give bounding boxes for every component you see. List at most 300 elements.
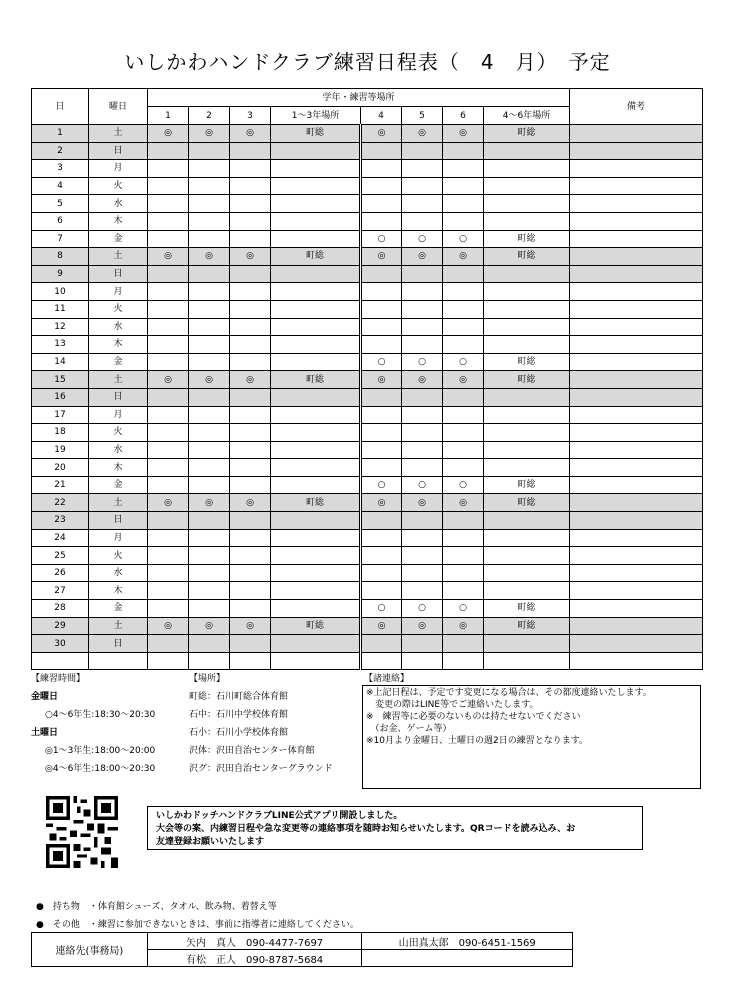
cell-weekday: 日 — [89, 142, 148, 160]
cell-notes — [570, 529, 703, 547]
cell-grade-2 — [189, 441, 230, 459]
cell-grade-4 — [361, 142, 402, 160]
cell-grade-6 — [443, 160, 484, 178]
cell-notes — [570, 547, 703, 565]
cell-notes — [570, 476, 703, 494]
contact-table — [31, 932, 573, 967]
cell-grade-3 — [230, 160, 271, 178]
cell-grade-6: ◎ — [443, 125, 484, 143]
cell-notes — [570, 441, 703, 459]
cell-location-4-6 — [484, 195, 570, 213]
cell-location-4-6 — [484, 529, 570, 547]
cell-location-1-3 — [271, 652, 361, 670]
place-5: 沢グ：沢田自治センターグラウンド — [189, 764, 333, 774]
table-row — [32, 388, 703, 406]
cell-grade-6 — [443, 547, 484, 565]
cell-notes — [570, 424, 703, 442]
table-row — [32, 547, 703, 565]
cell-location-4-6 — [484, 424, 570, 442]
cell-weekday: 火 — [89, 177, 148, 195]
cell-weekday: 日 — [89, 265, 148, 283]
other-notes: ● その他 ・練習に参加できないときは、事前に指導者に連絡してください。 — [36, 920, 359, 930]
table-row — [32, 529, 703, 547]
cell-grade-3 — [230, 195, 271, 213]
cell-location-4-6 — [484, 652, 570, 670]
cell-location-1-3 — [271, 512, 361, 530]
table-row — [32, 125, 703, 143]
cell-grade-2: ◎ — [189, 125, 230, 143]
cell-grade-1 — [148, 300, 189, 318]
cell-grade-1 — [148, 318, 189, 336]
cell-grade-6 — [443, 441, 484, 459]
cell-grade-5: ◎ — [402, 494, 443, 512]
header-grade-2: 2 — [189, 107, 230, 125]
cell-day: 30 — [32, 635, 89, 653]
cell-grade-6 — [443, 512, 484, 530]
place-4: 沢体：沢田自治センター体育館 — [189, 746, 315, 756]
cell-weekday: 日 — [89, 512, 148, 530]
cell-grade-3 — [230, 564, 271, 582]
cell-grade-2 — [189, 388, 230, 406]
cell-grade-2 — [189, 652, 230, 670]
cell-location-4-6 — [484, 300, 570, 318]
cell-grade-1 — [148, 600, 189, 618]
cell-grade-3 — [230, 142, 271, 160]
bring-items: ● 持ち物 ・体育館シューズ、タオル、飲み物、着替え等 — [36, 902, 277, 912]
cell-grade-5 — [402, 529, 443, 547]
cell-grade-4: ◎ — [361, 494, 402, 512]
cell-day: 27 — [32, 582, 89, 600]
table-row — [32, 177, 703, 195]
cell-grade-5: ○ — [402, 600, 443, 618]
cell-location-4-6 — [484, 336, 570, 354]
cell-grade-6: ○ — [443, 476, 484, 494]
cell-day: 6 — [32, 212, 89, 230]
cell-location-4-6 — [484, 459, 570, 477]
cell-grade-4 — [361, 160, 402, 178]
cell-weekday: 火 — [89, 424, 148, 442]
cell-grade-4 — [361, 300, 402, 318]
table-row — [32, 195, 703, 213]
cell-grade-4 — [361, 564, 402, 582]
cell-grade-5 — [402, 195, 443, 213]
cell-location-1-3 — [271, 318, 361, 336]
cell-location-1-3 — [271, 160, 361, 178]
cell-grade-6: ○ — [443, 600, 484, 618]
cell-grade-3: ◎ — [230, 248, 271, 266]
cell-grade-5 — [402, 635, 443, 653]
cell-grade-3 — [230, 476, 271, 494]
table-row — [32, 300, 703, 318]
cell-grade-5: ◎ — [402, 125, 443, 143]
cell-grade-1: ◎ — [148, 125, 189, 143]
cell-notes — [570, 600, 703, 618]
page-title: いしかわハンドクラブ練習日程表（ 4 月） 予定 — [124, 50, 611, 74]
table-row — [32, 230, 703, 248]
cell-grade-4 — [361, 388, 402, 406]
cell-grade-2 — [189, 529, 230, 547]
saturday-time-1: ◎1～3年生:18:00～20:00 — [45, 746, 156, 756]
cell-grade-1 — [148, 283, 189, 301]
cell-weekday: 月 — [89, 160, 148, 178]
cell-location-1-3: 町総 — [271, 125, 361, 143]
cell-grade-3 — [230, 600, 271, 618]
cell-grade-2 — [189, 564, 230, 582]
cell-location-1-3 — [271, 353, 361, 371]
notices-box — [362, 685, 701, 789]
header-grade-4: 4 — [361, 107, 402, 125]
cell-grade-5 — [402, 512, 443, 530]
cell-grade-3 — [230, 424, 271, 442]
cell-grade-1 — [148, 564, 189, 582]
cell-weekday: 木 — [89, 212, 148, 230]
cell-weekday: 水 — [89, 318, 148, 336]
cell-grade-6 — [443, 336, 484, 354]
cell-day: 21 — [32, 476, 89, 494]
line-announce-1: いしかわドッチハンドクラブLINE公式アプリ開設しました。 — [156, 811, 403, 821]
cell-location-1-3 — [271, 212, 361, 230]
cell-grade-2 — [189, 582, 230, 600]
cell-grade-6: ◎ — [443, 248, 484, 266]
cell-grade-2 — [189, 459, 230, 477]
line-announce-2: 大会等の案、内練習日程や急な変更等の連絡事項を随時お知らせいたします。QRコードを読み込み、お — [156, 824, 576, 834]
cell-weekday: 土 — [89, 125, 148, 143]
cell-grade-5: ◎ — [402, 617, 443, 635]
notice-line-5: ※10月より金曜日、土曜日の週2日の練習となります。 — [366, 736, 589, 746]
cell-day: 25 — [32, 547, 89, 565]
cell-grade-1 — [148, 406, 189, 424]
cell-weekday: 火 — [89, 547, 148, 565]
cell-location-4-6 — [484, 177, 570, 195]
cell-grade-4 — [361, 547, 402, 565]
cell-grade-6 — [443, 635, 484, 653]
cell-weekday: 水 — [89, 441, 148, 459]
cell-day: 15 — [32, 371, 89, 389]
cell-grade-5: ○ — [402, 230, 443, 248]
cell-grade-6 — [443, 283, 484, 301]
cell-day: 13 — [32, 336, 89, 354]
cell-grade-2: ◎ — [189, 371, 230, 389]
cell-notes — [570, 459, 703, 477]
cell-grade-5 — [402, 142, 443, 160]
cell-location-4-6: 町総 — [484, 371, 570, 389]
table-row — [32, 635, 703, 653]
cell-weekday: 水 — [89, 195, 148, 213]
cell-notes — [570, 494, 703, 512]
cell-location-1-3 — [271, 547, 361, 565]
table-row — [32, 371, 703, 389]
cell-location-1-3: 町総 — [271, 248, 361, 266]
table-row — [32, 318, 703, 336]
cell-grade-6 — [443, 142, 484, 160]
qr-code-icon — [41, 796, 123, 868]
cell-day: 18 — [32, 424, 89, 442]
cell-notes — [570, 406, 703, 424]
friday-time: ○4～6年生:18:30～20:30 — [45, 710, 156, 720]
table-row — [32, 494, 703, 512]
cell-grade-4 — [361, 635, 402, 653]
cell-day: 24 — [32, 529, 89, 547]
cell-location-4-6: 町総 — [484, 353, 570, 371]
cell-location-4-6 — [484, 388, 570, 406]
cell-location-4-6 — [484, 318, 570, 336]
header-notes: 備考 — [570, 89, 703, 125]
cell-weekday: 日 — [89, 635, 148, 653]
cell-grade-4: ◎ — [361, 248, 402, 266]
cell-grade-5: ◎ — [402, 371, 443, 389]
cell-location-1-3 — [271, 300, 361, 318]
cell-day: 2 — [32, 142, 89, 160]
cell-location-4-6 — [484, 265, 570, 283]
cell-weekday: 金 — [89, 476, 148, 494]
cell-weekday: 土 — [89, 371, 148, 389]
cell-grade-4 — [361, 212, 402, 230]
notice-line-4: （お金、ゲーム等） — [366, 724, 452, 734]
cell-day: 10 — [32, 283, 89, 301]
cell-grade-3 — [230, 212, 271, 230]
cell-weekday: 土 — [89, 248, 148, 266]
table-row — [32, 406, 703, 424]
cell-grade-5 — [402, 212, 443, 230]
cell-grade-2: ◎ — [189, 617, 230, 635]
cell-weekday: 金 — [89, 600, 148, 618]
cell-grade-3 — [230, 336, 271, 354]
cell-day: 23 — [32, 512, 89, 530]
cell-notes — [570, 195, 703, 213]
cell-grade-1: ◎ — [148, 248, 189, 266]
cell-notes — [570, 388, 703, 406]
cell-grade-4: ○ — [361, 600, 402, 618]
contact-4 — [362, 950, 573, 967]
table-row — [32, 283, 703, 301]
cell-notes — [570, 177, 703, 195]
header-day: 日 — [32, 89, 89, 125]
cell-grade-4 — [361, 441, 402, 459]
saturday-time-2: ◎4～6年生:18:00～20:30 — [45, 764, 156, 774]
cell-grade-5 — [402, 177, 443, 195]
cell-grade-1 — [148, 529, 189, 547]
header-location-4-6: 4～6年場所 — [484, 107, 570, 125]
table-row — [32, 476, 703, 494]
cell-grade-5: ◎ — [402, 248, 443, 266]
cell-grade-5 — [402, 406, 443, 424]
table-row — [32, 652, 703, 670]
cell-notes — [570, 318, 703, 336]
cell-grade-5 — [402, 265, 443, 283]
notice-line-3: ※ 練習等に必要のないものは持たせないでください — [366, 712, 581, 722]
cell-grade-3 — [230, 635, 271, 653]
cell-grade-5 — [402, 564, 443, 582]
cell-grade-6 — [443, 564, 484, 582]
cell-location-1-3 — [271, 459, 361, 477]
cell-grade-1 — [148, 459, 189, 477]
cell-grade-2 — [189, 230, 230, 248]
cell-location-4-6: 町総 — [484, 230, 570, 248]
saturday-label: 土曜日 — [31, 728, 59, 738]
cell-weekday: 木 — [89, 582, 148, 600]
cell-grade-6 — [443, 265, 484, 283]
table-row — [32, 248, 703, 266]
cell-weekday: 水 — [89, 564, 148, 582]
cell-grade-6 — [443, 318, 484, 336]
cell-grade-6: ○ — [443, 353, 484, 371]
cell-grade-3 — [230, 265, 271, 283]
header-grade-1: 1 — [148, 107, 189, 125]
cell-location-1-3 — [271, 424, 361, 442]
place-3: 石小：石川小学校体育館 — [189, 728, 289, 738]
cell-grade-1 — [148, 353, 189, 371]
cell-location-4-6 — [484, 212, 570, 230]
cell-location-1-3 — [271, 265, 361, 283]
cell-notes — [570, 300, 703, 318]
cell-grade-4 — [361, 424, 402, 442]
cell-grade-1 — [148, 547, 189, 565]
cell-grade-3 — [230, 230, 271, 248]
cell-day: 8 — [32, 248, 89, 266]
cell-day: 1 — [32, 125, 89, 143]
cell-location-4-6: 町総 — [484, 125, 570, 143]
cell-day: 5 — [32, 195, 89, 213]
practice-time-heading: 【練習時間】 — [31, 674, 86, 684]
cell-location-1-3 — [271, 476, 361, 494]
cell-location-1-3 — [271, 582, 361, 600]
cell-weekday: 木 — [89, 336, 148, 354]
cell-grade-3 — [230, 406, 271, 424]
cell-location-4-6 — [484, 582, 570, 600]
cell-grade-5 — [402, 652, 443, 670]
table-row — [32, 617, 703, 635]
cell-grade-1 — [148, 142, 189, 160]
cell-location-1-3 — [271, 195, 361, 213]
cell-grade-1: ◎ — [148, 617, 189, 635]
cell-location-4-6 — [484, 283, 570, 301]
cell-grade-2 — [189, 406, 230, 424]
cell-grade-3 — [230, 318, 271, 336]
cell-grade-1 — [148, 441, 189, 459]
cell-grade-4: ◎ — [361, 371, 402, 389]
cell-grade-1 — [148, 160, 189, 178]
cell-grade-6: ◎ — [443, 371, 484, 389]
cell-day: 20 — [32, 459, 89, 477]
cell-grade-3: ◎ — [230, 617, 271, 635]
cell-location-4-6 — [484, 160, 570, 178]
cell-grade-6 — [443, 195, 484, 213]
header-grade-5: 5 — [402, 107, 443, 125]
cell-grade-6: ◎ — [443, 494, 484, 512]
line-announce-3: 友達登録お願いいたします — [156, 837, 265, 847]
cell-day: 12 — [32, 318, 89, 336]
cell-grade-6 — [443, 388, 484, 406]
places-section — [189, 670, 333, 778]
cell-weekday — [89, 652, 148, 670]
cell-grade-2 — [189, 424, 230, 442]
cell-notes — [570, 230, 703, 248]
cell-day: 3 — [32, 160, 89, 178]
cell-location-4-6 — [484, 512, 570, 530]
cell-grade-3: ◎ — [230, 371, 271, 389]
cell-location-1-3 — [271, 441, 361, 459]
cell-grade-1 — [148, 512, 189, 530]
cell-notes — [570, 582, 703, 600]
cell-day: 9 — [32, 265, 89, 283]
cell-grade-4 — [361, 265, 402, 283]
cell-weekday: 月 — [89, 406, 148, 424]
cell-grade-5 — [402, 388, 443, 406]
table-row — [32, 353, 703, 371]
cell-day: 17 — [32, 406, 89, 424]
cell-grade-3 — [230, 388, 271, 406]
cell-grade-6: ○ — [443, 230, 484, 248]
cell-grade-4: ○ — [361, 230, 402, 248]
friday-label: 金曜日 — [31, 692, 59, 702]
cell-grade-6 — [443, 424, 484, 442]
cell-grade-4 — [361, 195, 402, 213]
cell-day: 4 — [32, 177, 89, 195]
cell-grade-1: ◎ — [148, 494, 189, 512]
place-2: 石中：石川中学校体育館 — [189, 710, 289, 720]
cell-grade-4 — [361, 318, 402, 336]
cell-grade-2 — [189, 177, 230, 195]
table-row — [32, 160, 703, 178]
cell-notes — [570, 512, 703, 530]
cell-location-1-3: 町総 — [271, 617, 361, 635]
contact-1: 矢内 真人 090-4477-7697 — [147, 933, 362, 950]
cell-grade-4: ◎ — [361, 617, 402, 635]
table-row — [32, 512, 703, 530]
header-weekday: 曜日 — [89, 89, 148, 125]
cell-grade-2 — [189, 195, 230, 213]
cell-notes — [570, 617, 703, 635]
cell-location-1-3 — [271, 600, 361, 618]
cell-grade-5: ○ — [402, 476, 443, 494]
cell-grade-4 — [361, 512, 402, 530]
cell-grade-1: ◎ — [148, 371, 189, 389]
cell-location-4-6: 町総 — [484, 476, 570, 494]
cell-location-1-3 — [271, 635, 361, 653]
cell-notes — [570, 371, 703, 389]
contact-label: 連絡先(事務局) — [32, 933, 148, 967]
cell-location-1-3 — [271, 177, 361, 195]
cell-notes — [570, 212, 703, 230]
cell-grade-3: ◎ — [230, 125, 271, 143]
cell-grade-4 — [361, 283, 402, 301]
cell-weekday: 火 — [89, 300, 148, 318]
cell-notes — [570, 283, 703, 301]
cell-grade-3 — [230, 441, 271, 459]
cell-location-4-6 — [484, 142, 570, 160]
cell-grade-6 — [443, 406, 484, 424]
places-heading: 【場所】 — [189, 674, 226, 684]
cell-weekday: 土 — [89, 494, 148, 512]
cell-grade-5: ○ — [402, 353, 443, 371]
cell-notes — [570, 353, 703, 371]
cell-location-1-3 — [271, 142, 361, 160]
cell-grade-4 — [361, 459, 402, 477]
table-row — [32, 459, 703, 477]
cell-notes — [570, 160, 703, 178]
cell-day: 22 — [32, 494, 89, 512]
cell-grade-1 — [148, 582, 189, 600]
cell-location-4-6 — [484, 547, 570, 565]
cell-grade-3 — [230, 177, 271, 195]
cell-grade-3 — [230, 652, 271, 670]
cell-notes — [570, 652, 703, 670]
cell-grade-1 — [148, 177, 189, 195]
cell-grade-4 — [361, 652, 402, 670]
cell-day: 14 — [32, 353, 89, 371]
cell-location-1-3 — [271, 564, 361, 582]
cell-grade-2 — [189, 353, 230, 371]
